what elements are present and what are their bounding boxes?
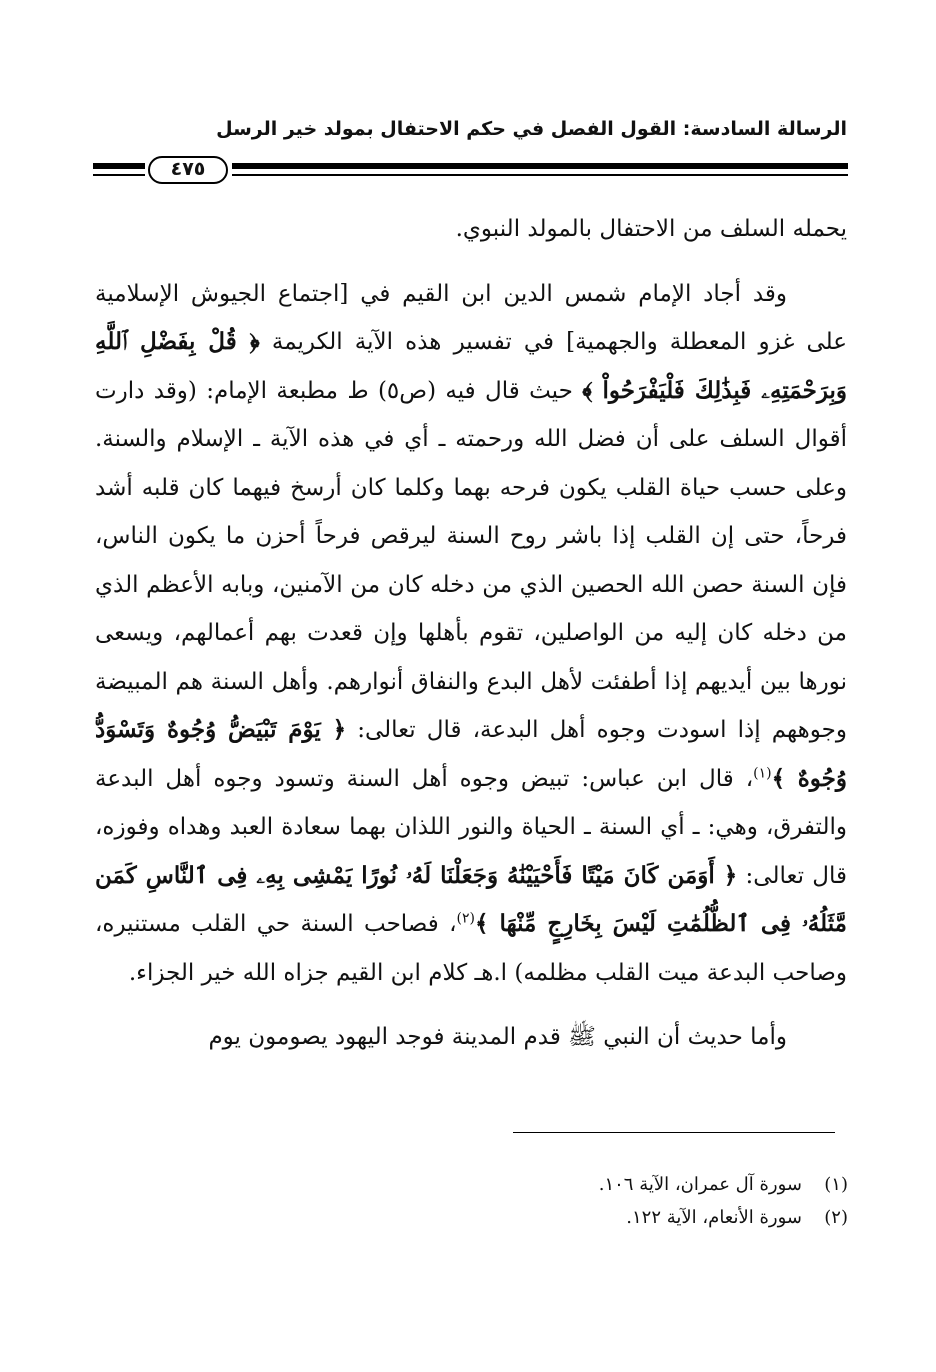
header-rule-thin-left [93, 174, 145, 176]
quran-verse-1: ﴿ قُلْ بِفَضْلِ ٱللَّهِ وَبِرَحْمَتِهِۦ فَبِذَٰلِكَ فَلْيَفْرَحُواْ ﴾ [95, 328, 848, 404]
paragraph-2-text-c: ، قال ابن عباس: تبيض وجوه أهل السنة وتسود وجوه أهل البدعة والتفرق، وهي: ـ أي السنة ـ الحياة والنور اللذان بهما سعادة العبد وهداه وفوزه، قال تعالى: [95, 765, 847, 889]
body-text [95, 205, 847, 1062]
header-rule-thick-left [93, 163, 145, 169]
footnote-text: سورة الأنعام، الآية ١٢٢. [626, 1207, 802, 1228]
footnote-text: سورة آل عمران، الآية ١٠٦. [598, 1174, 802, 1195]
paragraph-3: وأما حديث أن النبي ﷺ قدم المدينة فوجد اليهود يصومون يوم [208, 1024, 787, 1050]
quran-verse-3: ﴿ أَوَمَن كَانَ مَيْتًا فَأَحْيَيْنَٰهُ وَجَعَلْنَا لَهُۥ نُورًا يَمْشِى بِهِۦ فِى ٱلنَّاسِ كَمَن مَّثَلُهُۥ فِى ٱلظُّلُمَٰتِ لَيْسَ بِخَارِجٍ مِّنْهَا ﴾ [95, 861, 848, 937]
header-rule-thick [232, 163, 848, 169]
running-header: الرسالة السادسة: القول الفصل في حكم الاحتفال بمولد خير الرسل [216, 118, 847, 140]
footnote-number: (٢) [824, 1207, 848, 1228]
page-number-badge: ٤٧٥ [148, 156, 228, 184]
paragraph-2-text-b: حيث قال فيه (ص٥) ط مطبعة الإمام: (وقد دارت أقوال السلف على أن فضل الله ورحمته ـ أي في هذه الآية ـ الإسلام والسنة. وعلى حسب حياة القلب يكون فرحه بهما وكلما كان أرسخ فيهما كان قلبه أشد فرحاً، حتى إن القلب إذا باشر روح السنة ليرقص فرحاً أحزن ما يكون الناس، فإن السنة حصن الله الحصين الذي من دخله كان من الآمنين، وبابه الأعظم الذي من دخله كان إليه من الواصلين، تقوم بأهلها وإن قعدت بهم أعمالهم، ويسعى نورها بين أيديهم إذا أطفئت لأهل البدع والنفاق أنوارهم. وأهل السنة هم المبيضة وجوههم إذا اسودت وجوه أهل البدعة، قال تعالى: [95, 377, 847, 743]
paragraph-1: يحمله السلف من الاحتفال بالمولد النبوي. [455, 216, 847, 242]
footnote-ref-1: (١) [753, 764, 772, 781]
footnote-ref-2: (٢) [456, 910, 475, 927]
footnotes [400, 1168, 848, 1234]
header-rule-thin [232, 174, 848, 176]
footnote-number: (١) [824, 1174, 848, 1195]
paragraph-2-text-a: وقد أجاد الإمام شمس الدين ابن القيم في [اجتماع الجيوش الإسلامية على غزو المعطلة والجهمية] في تفسير هذه الآية الكريمة [95, 280, 848, 355]
footnote-separator [513, 1132, 835, 1133]
paragraph-2-text-d: ، فصاحب السنة حي القلب مستنيره، وصاحب البدعة ميت القلب مظلمه) ا.هـ كلام ابن القيم جزاه الله خير الجزاء. [95, 911, 847, 986]
quran-verse-2: ﴿ يَوْمَ تَبْيَضُّ وُجُوهٌ وَتَسْوَدُّ وُجُوهٌ ﴾ [95, 716, 847, 792]
paragraph-2 [95, 270, 847, 998]
footnote-2 [400, 1201, 848, 1234]
footnote-1 [400, 1168, 848, 1201]
